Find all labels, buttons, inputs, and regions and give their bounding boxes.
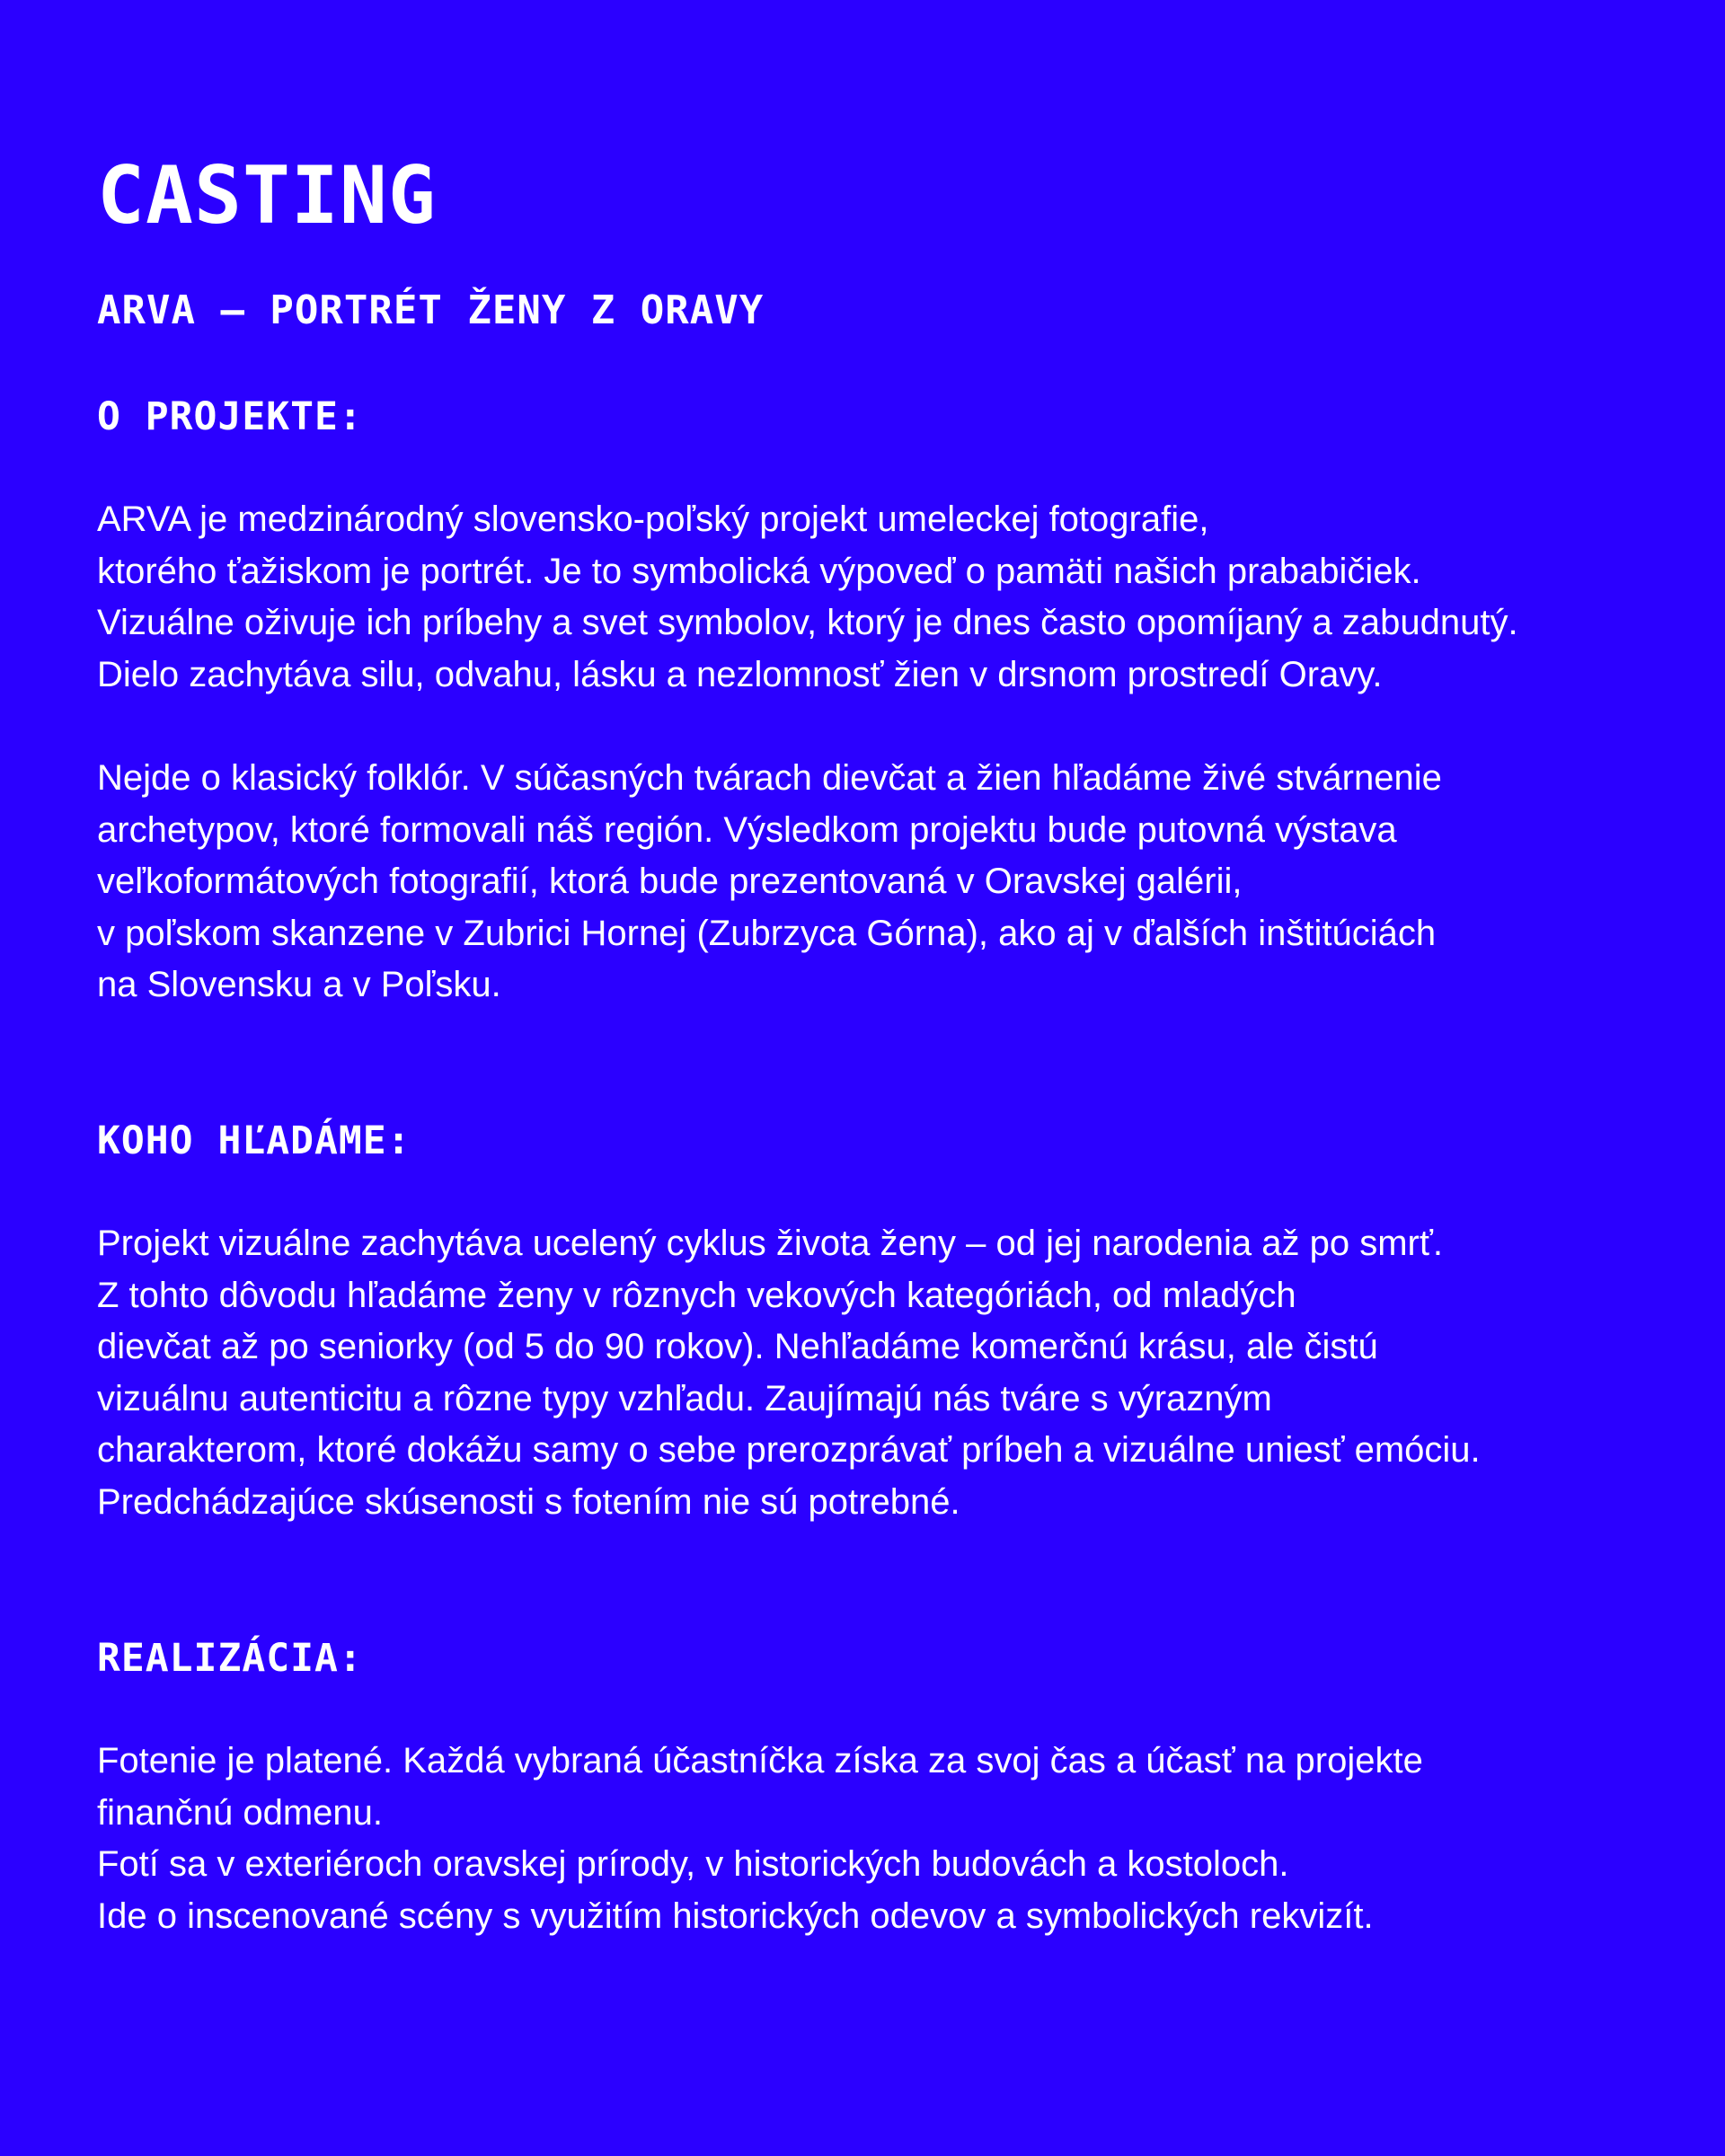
text-line: ARVA je medzinárodný slovensko-poľský projekt umeleckej fotografie,: [97, 499, 1209, 539]
text-line: Nejde o klasický folklór. V súčasných tvárach dievčat a žien hľadáme živé stvárnenie: [97, 758, 1442, 798]
paragraph-about-project-2: [97, 753, 1442, 1012]
text-line: Predchádzajúce skúsenosti s fotením nie sú potrebné.: [97, 1481, 960, 1522]
section-heading-koho-hladame: KOHO HĽADÁME:: [97, 1118, 411, 1163]
text-line: na Slovensku a v Poľsku.: [97, 965, 501, 1004]
text-line: Vizuálne oživuje ich príbehy a svet symbolov, ktorý je dnes často opomíjaný a zabudnutý.: [97, 603, 1518, 642]
text-line: Dielo zachytáva silu, odvahu, lásku a nezlomnosť žien v drsnom prostredí Oravy.: [97, 654, 1383, 694]
text-line: veľkoformátových fotografií, ktorá bude prezentovaná v Oravskej galérii,: [97, 862, 1243, 901]
paragraph-realization: [97, 1736, 1423, 1942]
text-line: Fotenie je platené. Každá vybraná účastníčka získa za svoj čas a účasť na projekte: [97, 1741, 1423, 1780]
section-heading-o-projekte: O PROJEKTE:: [97, 394, 363, 439]
text-line: charakterom, ktoré dokážu samy o sebe prerozprávať príbeh a vizuálne uniesť emóciu.: [97, 1430, 1481, 1470]
text-line: archetypov, ktoré formovali náš región. Výsledkom projektu bude putovná výstava: [97, 809, 1397, 850]
text-line: finančnú odmenu.: [97, 1792, 384, 1833]
paragraph-who-we-seek: [97, 1218, 1481, 1528]
page-title: CASTING: [97, 149, 437, 242]
text-line: dievčat až po seniorky (od 5 do 90 rokov). Nehľadáme komerčnú krásu, ale čistú: [97, 1327, 1378, 1366]
page-subtitle: ARVA – PORTRÉT ŽENY Z ORAVY: [97, 287, 765, 333]
paragraph-about-project-1: [97, 494, 1518, 701]
text-line: v poľskom skanzene v Zubrici Hornej (Zubrzyca Górna), ako aj v ďalších inštitúciách: [97, 913, 1437, 953]
text-line: Fotí sa v exteriéroch oravskej prírody, v historických budovách a kostoloch.: [97, 1844, 1289, 1884]
text-line: Z tohto dôvodu hľadáme ženy v rôznych vekových kategóriách, od mladých: [97, 1275, 1296, 1315]
section-heading-realizacia: REALIZÁCIA:: [97, 1636, 363, 1681]
text-line: ktorého ťažiskom je portrét. Je to symbolická výpoveď o pamäti našich prababičiek.: [97, 551, 1421, 591]
text-line: vizuálnu autenticitu a rôzne typy vzhľadu. Zaujímajú nás tváre s výrazným: [97, 1378, 1272, 1418]
text-line: Projekt vizuálne zachytáva ucelený cyklus života ženy – od jej narodenia až po smrť.: [97, 1224, 1443, 1263]
text-line: Ide o inscenované scény s využitím historických odevov a symbolických rekvizít.: [97, 1895, 1374, 1936]
